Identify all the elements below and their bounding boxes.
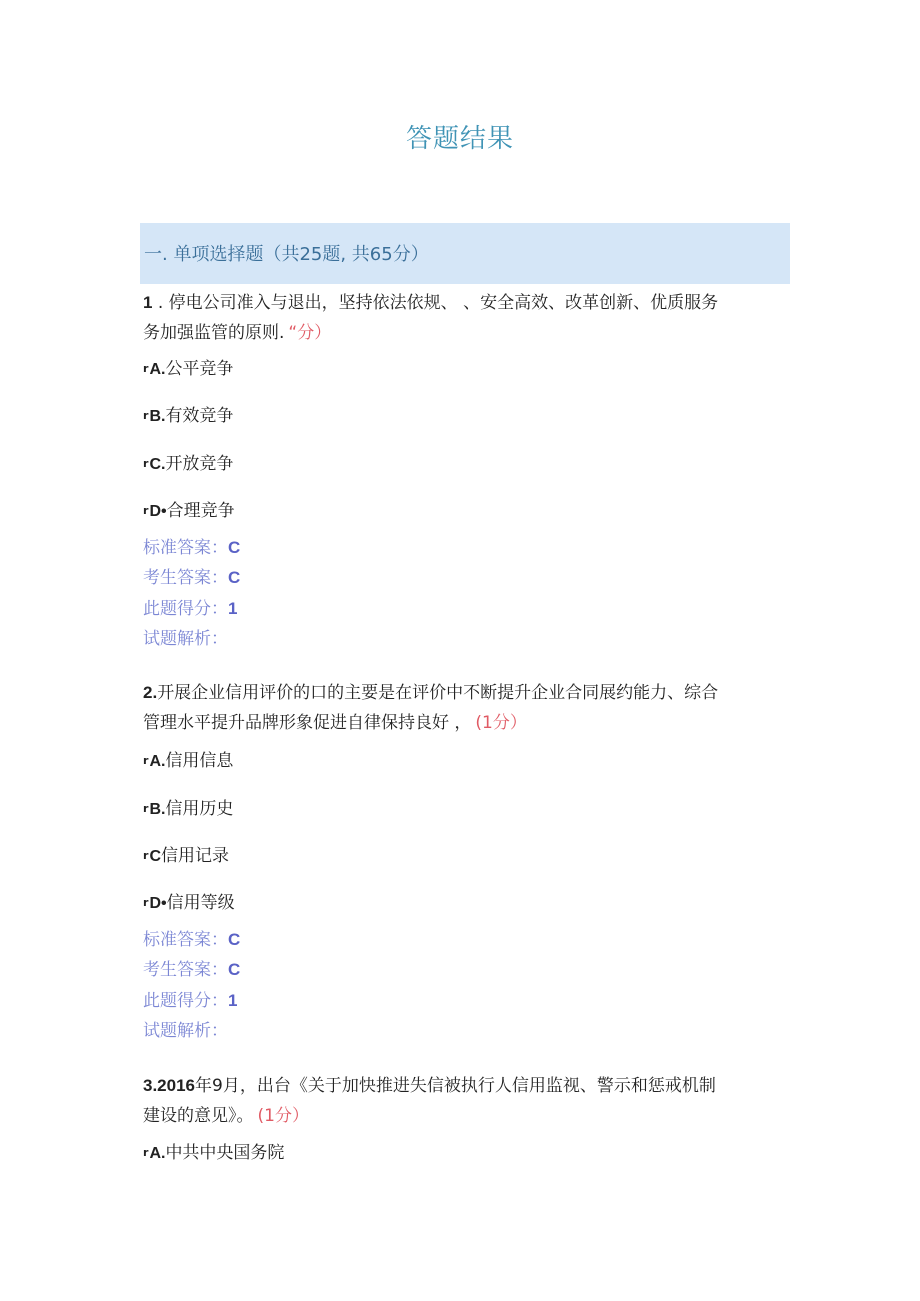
score-label: 此题得分： — [143, 991, 228, 1011]
student-answer-label: 考生答案： — [143, 568, 228, 588]
question-1-text — [143, 288, 793, 348]
question-score: “分） — [288, 323, 332, 343]
option-letter: C. — [149, 456, 166, 473]
question-line-1: 开展企业信用评价的口的主要是在评价中不断提升企业合同展约能力、综合 — [157, 683, 719, 703]
question-score: (1分） — [475, 713, 527, 733]
analysis-label: 试题解析： — [143, 629, 228, 649]
q1-score — [143, 597, 237, 621]
student-answer-label: 考生答案： — [143, 960, 228, 980]
q1-standard-answer — [143, 536, 240, 560]
radio-icon[interactable]: r — [143, 409, 149, 422]
question-line-2: 建设的意见》。 — [143, 1106, 254, 1126]
standard-answer-label: 标准答案： — [143, 930, 228, 950]
option-text: 有效竞争 — [165, 406, 234, 426]
q2-score — [143, 989, 237, 1013]
question-line-1: 年9月，出台《关于加快推进失信被执行人信用监视、警示和惩戒机制 — [195, 1076, 716, 1096]
student-answer-value: C — [228, 568, 241, 587]
q1-option-b[interactable] — [143, 404, 233, 429]
q2-option-a[interactable] — [143, 749, 233, 774]
q2-student-answer — [143, 958, 240, 982]
option-text: 信用记录 — [161, 846, 229, 866]
option-text: 信用历史 — [165, 799, 234, 819]
q2-option-c[interactable] — [143, 844, 229, 869]
q2-option-d[interactable] — [143, 891, 235, 916]
option-letter: A. — [149, 1145, 166, 1162]
option-text: 合理竞争 — [166, 501, 235, 521]
question-score: (1分） — [257, 1106, 309, 1126]
q1-analysis — [143, 627, 228, 651]
question-number: 2. — [143, 683, 158, 702]
option-letter: A. — [149, 361, 166, 378]
section-title: 一. 单项选择题（共25题, 共65分） — [144, 244, 429, 265]
page-title: 答题结果 — [405, 124, 514, 154]
q1-option-a[interactable] — [143, 357, 233, 382]
question-2-text — [143, 678, 793, 738]
q1-option-d[interactable] — [143, 499, 235, 524]
question-number: 3.2016 — [143, 1076, 195, 1095]
q2-standard-answer — [143, 928, 240, 952]
option-text: 中共中央国务院 — [165, 1143, 285, 1163]
radio-icon[interactable]: r — [143, 896, 149, 909]
option-letter: C — [149, 848, 161, 865]
option-text: 公平竞争 — [165, 359, 234, 379]
q2-analysis — [143, 1019, 228, 1043]
radio-icon[interactable]: r — [143, 457, 149, 470]
standard-answer-label: 标准答案： — [143, 538, 228, 558]
question-3-text — [143, 1071, 793, 1131]
q1-option-c[interactable] — [143, 452, 233, 477]
radio-icon[interactable]: r — [143, 362, 149, 375]
standard-answer-value: C — [228, 930, 241, 949]
section-header — [140, 223, 790, 284]
option-letter: B. — [149, 408, 166, 425]
q2-option-b[interactable] — [143, 797, 233, 822]
q1-student-answer — [143, 566, 240, 590]
radio-icon[interactable]: r — [143, 504, 149, 517]
radio-icon[interactable]: r — [143, 754, 149, 767]
score-label: 此题得分： — [143, 599, 228, 619]
score-value: 1 — [228, 991, 238, 1010]
question-number: 1 — [143, 293, 153, 312]
analysis-label: 试题解析： — [143, 1021, 228, 1041]
student-answer-value: C — [228, 960, 241, 979]
question-line-2: 务加强监管的原则. — [143, 323, 285, 343]
option-letter: D• — [149, 895, 167, 912]
question-line-1: . 停电公司准入与退出，坚持依法依规、 、安全高效、改革创新、优质服务 — [152, 293, 719, 313]
option-text: 信用信息 — [165, 751, 234, 771]
option-text: 信用等级 — [166, 893, 235, 913]
option-letter: D• — [149, 503, 167, 520]
question-line-2: 管理水平提升品牌形象促进自律保持良好 ， — [143, 713, 472, 733]
q3-option-a[interactable] — [143, 1141, 284, 1166]
radio-icon[interactable]: r — [143, 849, 149, 862]
option-letter: A. — [149, 753, 166, 770]
option-text: 开放竞争 — [165, 454, 234, 474]
option-letter: B. — [149, 801, 166, 818]
radio-icon[interactable]: r — [143, 802, 149, 815]
radio-icon[interactable]: r — [143, 1146, 149, 1159]
score-value: 1 — [228, 599, 238, 618]
standard-answer-value: C — [228, 538, 241, 557]
